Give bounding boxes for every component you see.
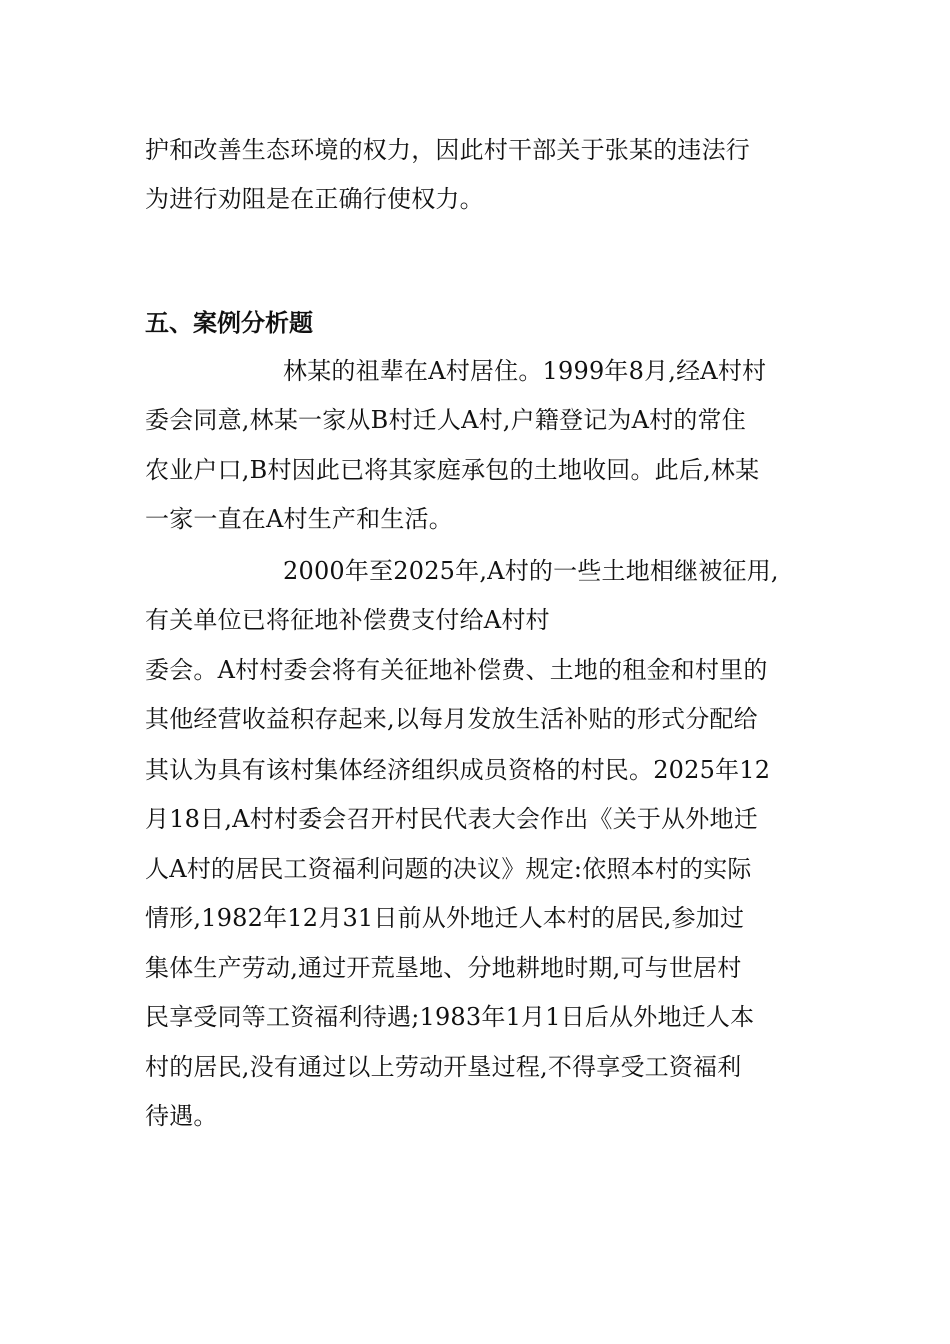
text-line: 2000年至2025年,A村的一些土地相继被征用, [283, 557, 779, 585]
text-line: 集体生产劳动,通过开荒垦地、分地耕地时期,可与世居村 [145, 954, 742, 982]
text-line: 月18日,A村村委会召开村民代表大会作出《关于从外地迁 [145, 805, 758, 833]
text-line: 待遇。 [145, 1102, 218, 1130]
text-line: 村的居民,没有通过以上劳动开垦过程,不得享受工资福利 [145, 1053, 742, 1081]
text-line: 农业户口,B村因此已将其家庭承包的土地收回。此后,林某 [145, 456, 760, 484]
text-line: 一家一直在A村生产和生活。 [145, 505, 453, 533]
text-line: 有关单位已将征地补偿费支付给A村村 [145, 606, 550, 634]
text-line: 为进行劝阻是在正确行使权力。 [145, 185, 484, 213]
text-line: 委会同意,林某一家从B村迁人A村,户籍登记为A村的常住 [145, 406, 746, 434]
text-line: 委会。A村村委会将有关征地补偿费、土地的租金和村里的 [145, 656, 768, 684]
text-line: 其他经营收益积存起来,以每月发放生活补贴的形式分配给 [145, 705, 758, 733]
section-heading: 五、案例分析题 [145, 309, 313, 337]
text-line: 人A村的居民工资福利问题的决议》规定:依照本村的实际 [145, 855, 752, 883]
text-line: 情形,1982年12月31日前从外地迁人本村的居民,参加过 [145, 904, 745, 932]
text-line: 其认为具有该村集体经济组织成员资格的村民。2025年12 [145, 756, 771, 784]
text-line: 民享受同等工资福利待遇;1983年1月1日后从外地迁人本 [145, 1003, 755, 1031]
text-line: 护和改善生态环境的权力，因此村干部关于张某的违法行 [145, 136, 750, 164]
text-line: 林某的祖辈在A村居住。1999年8月,经A村村 [283, 357, 767, 385]
